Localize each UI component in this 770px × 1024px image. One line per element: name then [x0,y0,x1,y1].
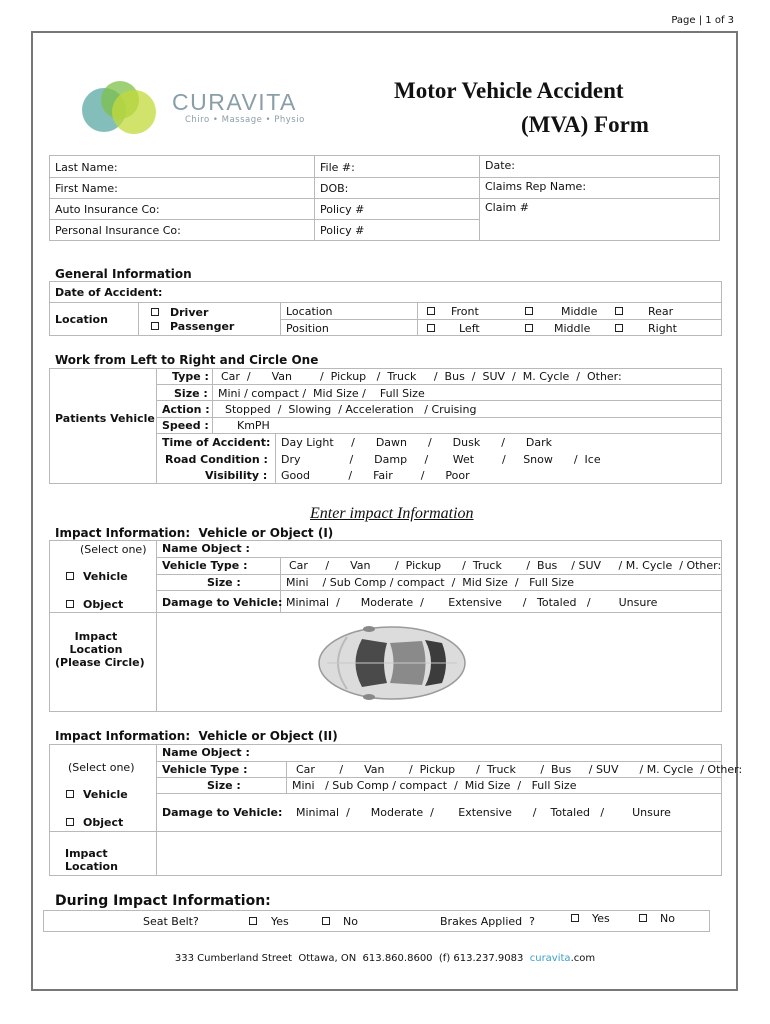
type-options[interactable]: Car / Van / Pickup / Truck / Bus / SUV / M. Cycle / Other: [221,370,622,383]
personal-insurance-label[interactable]: Personal Insurance Co: [55,224,181,237]
date-of-accident-label[interactable]: Date of Accident: [55,286,163,299]
policy-auto-label[interactable]: Policy # [320,203,365,216]
visibility-label: Visibility : [205,469,268,482]
impact2-vehicle-label: Vehicle [83,788,128,801]
impact1-vehicle-type-options[interactable]: Car / Van / Pickup / Truck / Bus / SUV / M. Cycle / Other: [289,559,722,572]
impact2-size-options[interactable]: Mini / Sub Comp / compact / Mid Size / Full Size [292,779,577,792]
left-checkbox[interactable] [427,324,435,332]
impact1-vehicle-type-label: Vehicle Type : [162,559,248,572]
brand-name: CURAVITA [172,89,297,115]
size-label: Size : [174,387,208,400]
impact2-heading: Impact Information: Vehicle or Object (II) [55,729,338,743]
policy-personal-label[interactable]: Policy # [320,224,365,237]
front-checkbox[interactable] [427,307,435,315]
impact2-location-label: Impact Location [65,847,118,873]
rear-label: Rear [648,305,674,318]
impact1-name-object-label[interactable]: Name Object : [162,542,250,555]
action-options[interactable]: Stopped / Slowing / Acceleration / Cruising [225,403,477,416]
seat-belt-yes-label: Yes [271,915,289,928]
page-number: Page | 1 of 3 [671,15,734,26]
rear-checkbox[interactable] [615,307,623,315]
enter-impact-heading: Enter impact Information [310,505,474,522]
impact2-damage-options[interactable]: Minimal / Moderate / Extensive / Totaled / Unsure [296,806,671,819]
impact2-select-one: (Select one) [68,761,135,774]
position-row-label: Position [286,322,329,335]
brakes-no-checkbox[interactable] [639,914,647,922]
impact1-vehicle-checkbox[interactable] [66,572,74,580]
impact2-vehicle-type-label: Vehicle Type : [162,763,248,776]
location-row-label: Location [286,305,333,318]
driver-label: Driver [170,306,209,319]
brakes-applied-label: Brakes Applied ? [440,915,535,928]
date-label[interactable]: Date: [485,159,515,172]
car-top-view-icon[interactable] [317,625,467,701]
curavita-logo-icon [78,78,162,136]
impact2-object-label: Object [83,816,124,829]
impact1-damage-options[interactable]: Minimal / Moderate / Extensive / Totaled / Unsure [286,596,658,609]
claim-number-label[interactable]: Claim # [485,201,529,214]
impact2-vehicle-checkbox[interactable] [66,790,74,798]
type-label: Type : [172,370,209,383]
middle-location-label: Middle [561,305,598,318]
footer-website-brand[interactable]: curavita [529,953,571,964]
action-label: Action : [162,403,210,416]
form-title-line1: Motor Vehicle Accident [394,78,624,103]
during-impact-heading: During Impact Information: [55,893,271,909]
impact2-damage-label: Damage to Vehicle: [162,806,283,819]
first-name-label[interactable]: First Name: [55,182,118,195]
impact2-vehicle-type-options[interactable]: Car / Van / Pickup / Truck / Bus / SUV / M. Cycle / Other: [296,763,743,776]
footer-contact [0,953,770,964]
middle-location-checkbox[interactable] [525,307,533,315]
driver-checkbox[interactable] [151,308,159,316]
impact1-location-label: Impact Location (Please Circle) [55,630,145,669]
impact2-size-label: Size : [207,779,241,792]
middle-position-checkbox[interactable] [525,324,533,332]
impact2-object-checkbox[interactable] [66,818,74,826]
speed-unit[interactable]: KmPH [237,419,270,432]
footer-address: 333 Cumberland Street Ottawa, ON 613.860.8600 (f) 613.237.9083 [174,953,530,964]
time-options[interactable]: Day Light / Dawn / Dusk / Dark [281,436,552,449]
dob-label[interactable]: DOB: [320,182,349,195]
impact1-size-options[interactable]: Mini / Sub Comp / compact / Mid Size / Full Size [286,576,574,589]
seat-belt-yes-checkbox[interactable] [249,917,257,925]
road-options[interactable]: Dry / Damp / Wet / Snow / Ice [281,453,601,466]
impact1-object-checkbox[interactable] [66,600,74,608]
patients-vehicle-table [49,368,722,484]
impact1-size-label: Size : [207,576,241,589]
seat-belt-label: Seat Belt? [143,915,199,928]
form-title-line2: (MVA) Form [521,112,649,137]
road-condition-label: Road Condition : [165,453,268,466]
impact1-object-label: Object [83,598,124,611]
impact1-damage-label: Damage to Vehicle: [162,596,283,609]
brakes-no-label: No [660,912,675,925]
last-name-label[interactable]: Last Name: [55,161,118,174]
file-number-label[interactable]: File #: [320,161,355,174]
claims-rep-label[interactable]: Claims Rep Name: [485,180,587,193]
impact1-vehicle-label: Vehicle [83,570,128,583]
passenger-label: Passenger [170,320,235,333]
patients-vehicle-label: Patients Vehicle [55,412,155,425]
front-label: Front [451,305,479,318]
location-label: Location [55,313,108,326]
seat-belt-no-checkbox[interactable] [322,917,330,925]
seat-belt-no-label: No [343,915,358,928]
brakes-yes-label: Yes [592,912,610,925]
footer-website-tld[interactable]: .com [570,953,596,964]
right-checkbox[interactable] [615,324,623,332]
auto-insurance-label[interactable]: Auto Insurance Co: [55,203,160,216]
work-heading: Work from Left to Right and Circle One [55,353,319,367]
middle-position-label: Middle [554,322,591,335]
impact2-name-object-label[interactable]: Name Object : [162,746,250,759]
impact1-select-one: (Select one) [80,543,147,556]
general-info-heading: General Information [55,267,192,281]
passenger-checkbox[interactable] [151,322,159,330]
speed-label: Speed : [162,419,209,432]
left-label: Left [459,322,480,335]
right-label: Right [648,322,677,335]
impact1-heading: Impact Information: Vehicle or Object (I) [55,526,334,540]
time-of-accident-label: Time of Accident: [162,436,271,449]
size-options[interactable]: Mini / compact / Mid Size / Full Size [218,387,425,400]
visibility-options[interactable]: Good / Fair / Poor [281,469,470,482]
brand-tagline: Chiro • Massage • Physio [185,115,305,125]
brakes-yes-checkbox[interactable] [571,914,579,922]
